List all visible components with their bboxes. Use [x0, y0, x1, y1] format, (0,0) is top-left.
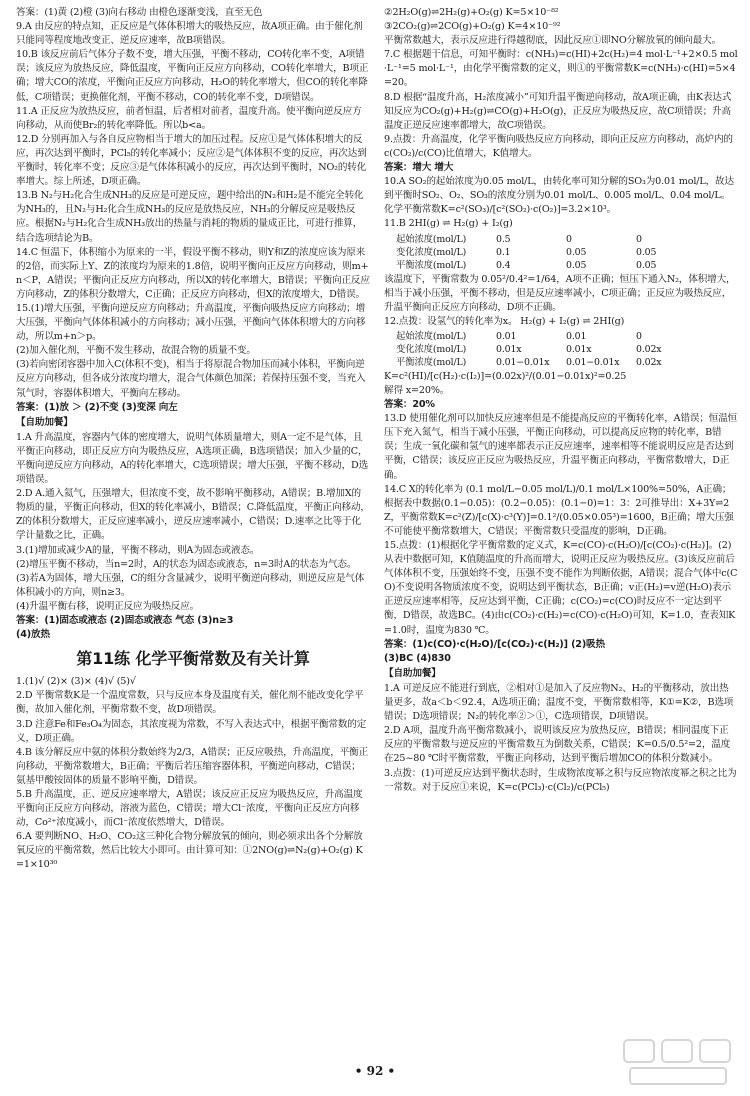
answer-paragraph: K=c²(HI)/[c(H₂)·c(I₂)]=(0.02x)²/(0.01−0.01x)²=0.25	[384, 370, 627, 382]
page-number: • 92 •	[354, 1064, 396, 1078]
answer-paragraph: 11.A 正反应为放热反应，前者恒温，后者相对前者，温度升高。使平衡向逆反应方向移动，从而使Br₂的转化率降低。所以b<a。	[16, 105, 362, 131]
equilibrium-table-11	[396, 233, 738, 272]
answer-paragraph: 13.D 使用催化剂可以加快反应速率但是不能提高反应的平衡转化率，A错误；恒温恒压下充入氮气，相当于减小压强，平衡正向移动，可以提高反应物的转化率，B错误；生成一氧化碳和氢气的速率都表示正反应速率，速率相等不能说明反应是否达到平衡，C错误；该反应正反应为吸热反应，升温平衡正向移动，平衡常数增大，D正确。	[384, 413, 738, 481]
table-cell: 0.01−0.01x	[566, 356, 620, 368]
table-row-label: 变化浓度(mol/L)	[396, 246, 467, 258]
answer-line: 答案：20%	[384, 399, 435, 411]
table-cell: 0.01x	[496, 343, 522, 355]
answer-paragraph: 4.B 该分解反应中氨的体积分数始终为2/3，A错误；正反应吸热，升高温度，平衡正向移动，平衡常数增大，B正确；平衡后若压缩容器体积，平衡逆向移动，C错误；氨基甲酸铵固体的质量不影响平衡，D错误。	[16, 746, 369, 786]
answer-paragraph: 10.A SO₂的起始浓度为0.05 mol/L，由转化率可知分解的SO₃为0.01 mol/L，故达到平衡时SO₂、O₂、SO₃的浓度分别为0.01 mol/L、0.005 mol/L、0.04 mol/L。化学平衡常数K=c²(SO₃)/[c²(SO₂)·c(O₂)]=3.2×10³。	[384, 176, 734, 216]
answer-paragraph: (3)若向密闭容器中加入C(体积不变)，相当于将原混合物加压而减小体积，平衡向逆反应方向移动，但各成分浓度均增大，混合气体颜色加深；若保持压强不变，当充入氖气时，容器体积增大，平衡向左移动。	[16, 359, 366, 399]
answer-paragraph: 11.B 2HI(g) ⇌ H₂(g) + I₂(g)	[384, 218, 513, 230]
answer-paragraph: 5.B 升高温度，正、逆反应速率增大，A错误；该反应正反应为吸热反应，升高温度平衡向正反应方向移动，溶液为蓝色，C错误；增大Cl⁻浓度，平衡向正反应方向移动，Co²⁺浓度减小，而Cl⁻浓度依然增大，D错误。	[16, 788, 363, 829]
table-row-label: 起始浓度(mol/L)	[396, 330, 467, 342]
table-cell: 0.4	[496, 259, 511, 271]
answer-line: 答案：增大 增大	[384, 162, 454, 174]
answer-paragraph: 该温度下，平衡常数为 0.05²/0.4²=1/64，A项不正确；恒压下通入N₂，体积增大，相当于减小压强，平衡不移动，但是反应速率减小，C项正确；正反应为吸热反应，升温平衡向正反应方向移动，D项不正确。	[384, 273, 736, 313]
answer-paragraph: 9.点拨：升高温度，化学平衡向吸热反应方向移动，即向正反应方向移动，高炉内的c(CO₂)/c(CO)比值增大，K值增大。	[384, 133, 733, 159]
answer-paragraph: 平衡常数越大，表示反应进行得越彻底，因此反应①即NO分解放氧的倾向最大。	[384, 35, 722, 47]
answer-paragraph: 7.C 根据题干信息，可知平衡时：c(NH₃)=c(HI)+2c(H₂)=4 mol·L⁻¹+2×0.5 mol·L⁻¹=5 mol·L⁻¹，由化学平衡常数的定义，则①的平衡常数K=c(NH₃)·c(HI)=5×4=20。	[384, 49, 738, 89]
table-cell: 0.02x	[636, 356, 662, 368]
table-cell: 0.01	[496, 330, 517, 342]
answer-paragraph: 13.B N₂与H₂化合生成NH₃的反应是可逆反应，题中给出的N₂和H₂是不能完全转化为NH₃的，且N₂与H₂化合生成NH₃的反应是放热反应，NH₃的分解反应是吸热反应。根据N₂与H₂化合生成NH₃放出的热量与消耗的物质的量成正比，可进行推算，结合选项结论为B。	[16, 190, 364, 244]
table-cell: 0.05	[636, 259, 657, 271]
answer-paragraph: 3.(1)增加或减少A的量，平衡不移动，则A为固态或液态。	[16, 544, 260, 556]
table-row-label: 平衡浓度(mol/L)	[396, 356, 467, 368]
table-row-label: 变化浓度(mol/L)	[396, 343, 467, 355]
answer-line: 答案：(1)放 ＞ (2)不变 (3)变深 向左	[16, 401, 178, 413]
answer-paragraph: 2.D 平衡常数K是一个温度常数，只与反应本身及温度有关，催化剂不能改变化学平衡，故加入催化剂，平衡常数不变，故D项错误。	[16, 690, 364, 716]
answer-paragraph: 2.D A.通入氦气，压强增大，但浓度不变，故不影响平衡移动，A错误；B.增加X的物质的量，平衡正向移动，但X的转化率减小，B错误；C.降低温度，平衡正向移动，Z的体积分数增大，正反应速率减小，逆反应速率减小，C错误；D.速率之比等于化学计量数之比，正确。	[16, 488, 370, 542]
table-cell: 0.1	[496, 246, 511, 258]
answer-line: (4)放热	[16, 629, 50, 641]
answer-paragraph: 答案：(1)黄 (2)橙 (3)向右移动 由橙色逐渐变浅，直至无色	[16, 7, 263, 18]
answer-line: (3)BC (4)830	[384, 652, 451, 664]
answer-paragraph: 8.D 根据“温度升高，H₂浓度减小”可知升温平衡逆向移动，故A项正确，由K表达式知反应为CO₂(g)+H₂(g)⇌CO(g)+H₂O(g)，正反应为吸热反应，故C项错误；升高温度正逆反应速率都增大，故C项错误。	[384, 91, 732, 131]
table-cell: 0.5	[496, 233, 511, 245]
answer-paragraph: 14.C X的转化率为 (0.1 mol/L−0.05 mol/L)/0.1 mol/L×100%=50%，A正确；根据表中数据(0.1−0.05)：(0.2−0.05)：(0.1−0)=1：3：2可推导出：X+3Y⇌2Z，平衡常数K=c²(Z)/[c(X)·c³(Y)]=0.1²/(0.05×0.05³)=1600，B正确；增大压强不可能使平衡常数增大，C错误；平衡常数只受温度的影响，D正确。	[384, 483, 734, 537]
answer-paragraph: 10.B 该反应前后气体分子数不变，增大压强，平衡不移动，CO转化率不变，A项错误；该反应为放热反应，降低温度，平衡向正反应方向移动，CO转化率增大，B项正确；增大CO的浓度，平衡向正反应方向移动，H₂O的转化率增大，但CO的转化率降低，C项错误；更换催化剂，平衡不移动，CO的转化率不变，D项错误。	[16, 49, 369, 103]
answer-paragraph: 3.点拨：(1)可逆反应达到平衡状态时，生成物浓度幂之积与反应物浓度幂之积之比为一常数。对于反应①来说，K=c(PCl₃)·c(Cl₂)/c(PCl₅)	[384, 767, 737, 793]
answer-paragraph: 1.A 可逆反应不能进行到底，②相对①是加入了反应物N₂、H₂的平衡移动，放出热量更多，故a＜b＜92.4，A选项正确；温度不变，平衡常数相等，K①=K②，B选项错误；D选项错误；N₂的转化率②＞①，C选项错误，D项错误。	[384, 682, 734, 723]
table-cell: 0.05	[566, 259, 587, 271]
table-cell: 0.05	[566, 246, 587, 258]
watermark-logo	[622, 1036, 734, 1088]
table-cell: 0.01−0.01x	[496, 356, 550, 368]
table-cell: 0.05	[636, 246, 657, 258]
equilibrium-table-12	[396, 330, 738, 369]
section-title: 第11练 化学平衡常数及有关计算	[76, 649, 310, 669]
table-row-label: 平衡浓度(mol/L)	[396, 259, 467, 271]
table-cell: 0.01x	[566, 343, 592, 355]
table-cell: 0.02x	[636, 343, 662, 355]
table-cell: 0	[566, 233, 572, 245]
answer-paragraph: (2)增压平衡不移动，当n=2时，A的状态为固态或液态，n=3时A的状态为气态。	[16, 558, 357, 570]
answer-paragraph: 1.(1)√ (2)× (3)× (4)√ (5)√	[16, 676, 136, 688]
right-column	[384, 6, 738, 1058]
answer-line: 答案：(1)c(CO)·c(H₂O)/[c(CO₂)·c(H₂)] (2)吸热	[384, 638, 605, 650]
answer-paragraph: ②2H₂O(g)⇌2H₂(g)+O₂(g) K=5×10⁻⁸²	[384, 7, 559, 18]
answer-paragraph: (2)加入催化剂，平衡不发生移动，故混合物的质量不变。	[16, 345, 256, 357]
table-cell: 0	[636, 233, 642, 245]
table-cell: 0.01	[566, 330, 587, 342]
answer-paragraph: 2.D A项，温度升高平衡常数减小，说明该反应为放热反应，B错误；相同温度下正反应的平衡常数与逆反应的平衡常数互为倒数关系，C错误；K=0.5/0.5²=2，温度在25~80 ℃时平衡常数，平衡正向移动，达到平衡后增加CO的体积分数减小。	[384, 725, 731, 765]
answer-line: 答案：(1)固态或液态 (2)固态或液态 气态 (3)n≥3	[16, 615, 234, 627]
answer-paragraph: 15.点拨：(1)根据化学平衡常数的定义式，K=c(CO)·c(H₂O)/[c(CO₂)·c(H₂)]。(2)从表中数据可知，K值随温度的升高而增大，说明正反应为吸热反应。(3)该反应前后气体体积不变，压强始终不变，压强不变不能作为判断依据，A错误；混合气体中c(CO)不变说明各物质浓度不变，说明达到平衡状态，B正确；v正(H₂)=v逆(H₂O)表示正逆反应速率相等，反应达到平衡，C正确；c(CO₂)=c(CO)时反应不一定达到平衡，D错误，故选BC。(4)由c(CO₂)·c(H₂)=c(CO)·c(H₂O)可知，K=1.0，查表知K=1.0时，温度为830 ℃。	[384, 540, 738, 636]
answer-paragraph: 12.D 分别再加入与各自反应物相当于增大的加压过程。反应①是气体体积增大的反应，再次达到平衡时，PCl₅的转化率减小；反应②是气体体积不变的反应，再次达到平衡时，转化率不变；反应③是气体体积减小的反应，再次达到平衡时，NO₂的转化率增大。综上所述，D项正确。	[16, 133, 367, 188]
answer-paragraph: 14.C 恒温下，体积缩小为原来的一半，假设平衡不移动，则Y和Z的浓度应该为原来的2倍，而实际上Y、Z的浓度均为原来的1.8倍，说明平衡向正反应方向移动，则m+n＜P，A错误；平衡向正反应方向移动，所以X的转化率增大，B错误；平衡向正反应方向移动，Z的体积分数增大，C正确；正反应方向移动，但X的浓度增大，D错误。	[16, 246, 370, 300]
answer-paragraph: 1.A 升高温度，容器内气体的密度增大，说明气体质量增大，则A一定不是气体，且平衡正向移动，即正反应方向为吸热反应，A选项正确，B选项错误；加入少量的C，平衡向逆反应方向移动，A的转化率增大，C选项错误；增大压强，平衡不移动，D选项错误。	[16, 431, 369, 486]
answer-paragraph: 3.D 注意Fe和Fe₃O₄为固态，其浓度视为常数，不写入表达式中，根据平衡常数的定义，D项正确。	[16, 718, 367, 744]
section-tag-zizhu: 【自助加餐】	[16, 416, 73, 428]
answer-paragraph: 解得 x=20%。	[384, 384, 450, 396]
left-column	[16, 6, 370, 1058]
section-tag-zizhu: 【自助加餐】	[384, 667, 441, 679]
answer-paragraph: (4)升温平衡右移，说明正反应为吸热反应。	[16, 600, 200, 612]
answer-paragraph: ③2CO₂(g)⇌2CO(g)+O₂(g) K=4×10⁻⁹²	[384, 21, 561, 33]
table-cell: 0	[636, 330, 642, 342]
answer-paragraph: 9.A 由反应的特点知，正反应是气体体积增大的吸热反应，故A项正确。由于催化剂只能同等程度地改变正、逆反应速率，故B项错误。	[16, 21, 363, 47]
answer-paragraph: (3)若A为固体，增大压强，C的组分含量减少，说明平衡逆向移动，则逆反应是气体体积减小的方向，则n≥3。	[16, 572, 365, 598]
answer-page	[16, 6, 738, 1058]
answer-paragraph: 15.(1)增大压强，平衡向逆反应方向移动；升高温度，平衡向吸热反应方向移动；增大压强，平衡向气体体积减小的方向移动；减小压强，平衡向气体体积增大的方向移动，所以m+n＞p。	[16, 302, 366, 343]
table-row-label: 起始浓度(mol/L)	[396, 233, 467, 245]
answer-paragraph: 6.A 要判断NO、H₂O、CO₂这三种化合物分解放氧的倾向，则必须求出各个分解放氧反应的平衡常数，然后比较大小即可。由计算可知：①2NO(g)⇌N₂(g)+O₂(g) K=1×10³⁰	[16, 831, 363, 871]
answer-paragraph: 12.点拨：设氢气的转化率为x。 H₂(g) + I₂(g) ⇌ 2HI(g)	[384, 315, 625, 327]
